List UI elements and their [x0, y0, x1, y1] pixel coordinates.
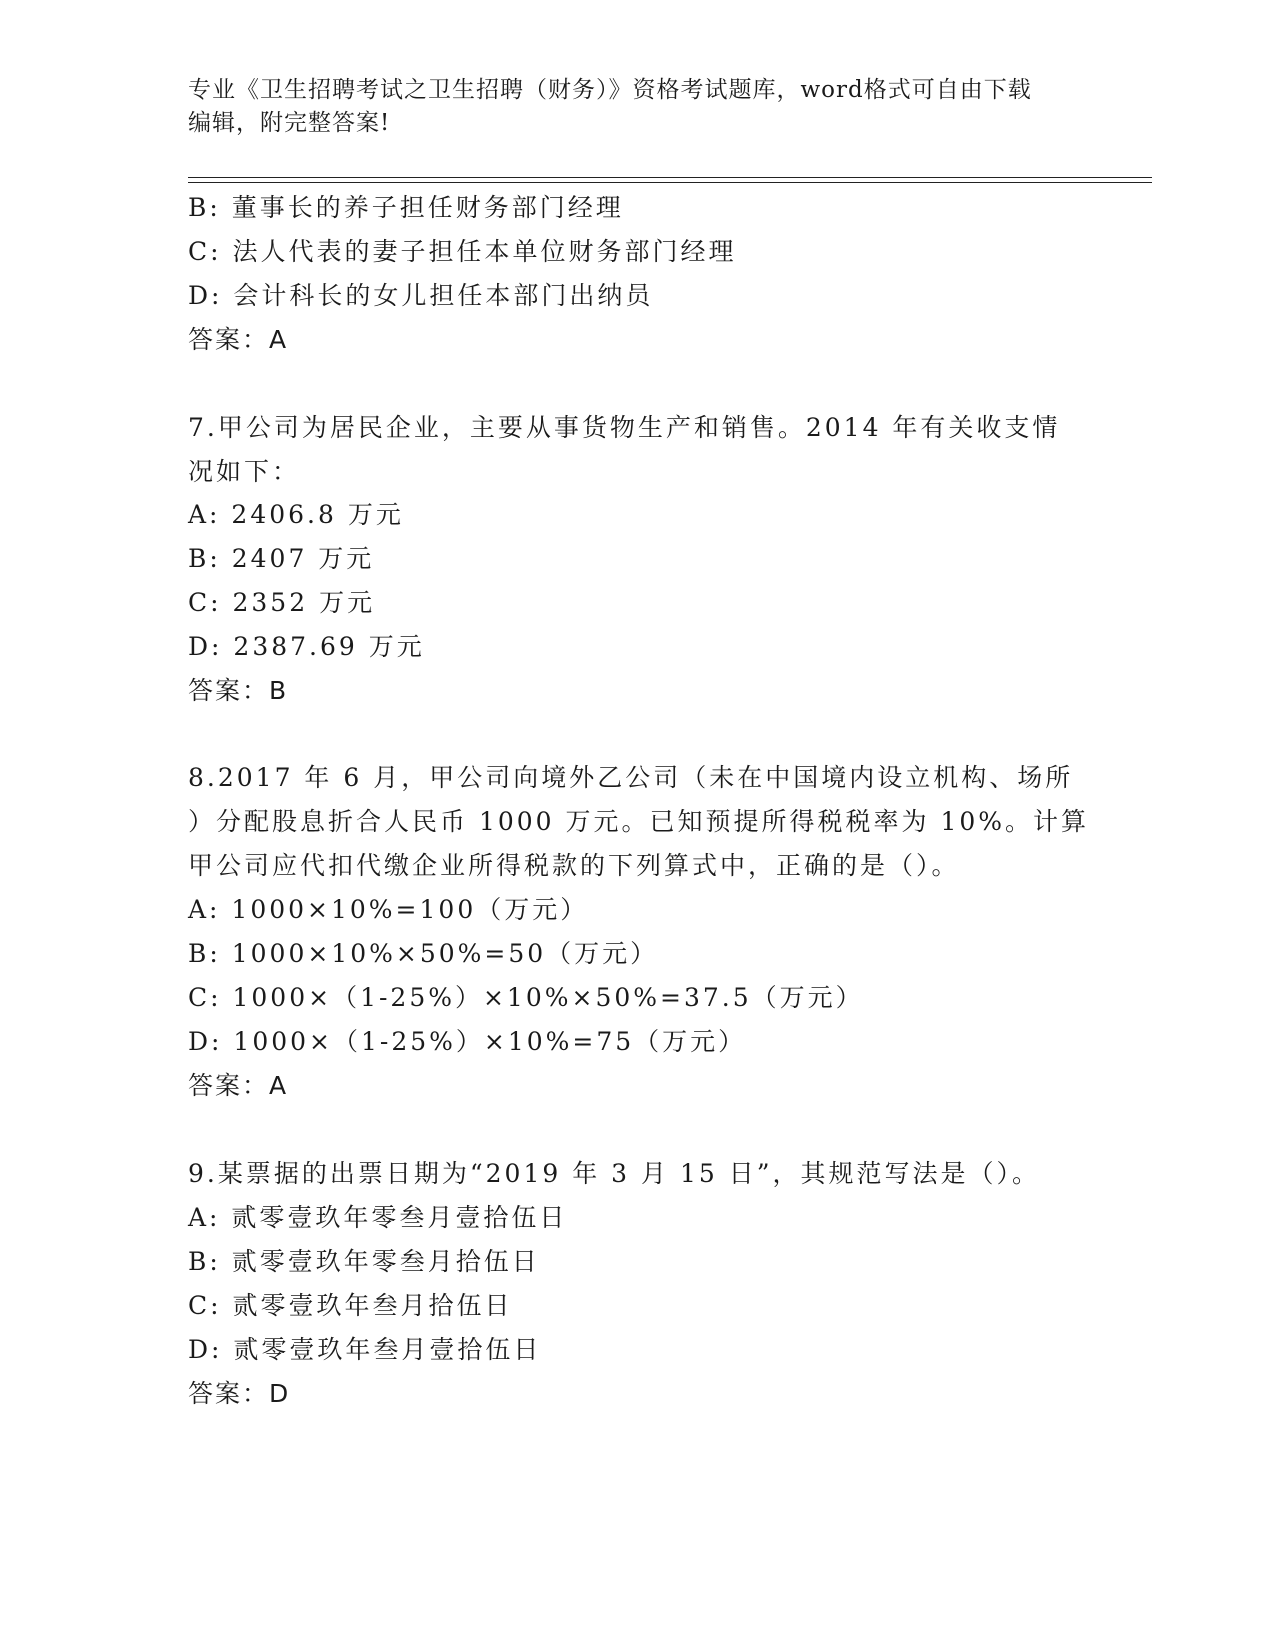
q9-option-d: D: 贰零壹玖年叁月壹拾伍日: [188, 1335, 542, 1364]
q9-stem-line-1: 9.某票据的出票日期为“2019 年 3 月 15 日”，其规范写法是（）。: [188, 1159, 1040, 1188]
q7-option-b: B: 2407 万元: [188, 544, 375, 573]
q7-option-c: C: 2352 万元: [188, 588, 376, 617]
q9-option-a: A: 贰零壹玖年零叁月壹拾伍日: [188, 1203, 568, 1232]
document-header: [188, 74, 1068, 140]
q8-stem-line-2: ）分配股息折合人民币 1000 万元。已知预提所得税税率为 10%。计算: [188, 807, 1090, 836]
q6-answer: 答案：A: [188, 325, 289, 354]
q8-stem-line-1: 8.2017 年 6 月，甲公司向境外乙公司（未在中国境内设立机构、场所: [188, 763, 1074, 792]
q6-option-c: C: 法人代表的妻子担任本单位财务部门经理: [188, 237, 737, 266]
q7-answer: 答案：B: [188, 676, 289, 705]
q8-option-b: B: 1000×10%×50%=50（万元）: [188, 939, 659, 968]
q7-option-a: A: 2406.8 万元: [188, 500, 404, 529]
q7-stem-line-1: 7.甲公司为居民企业，主要从事货物生产和销售。2014 年有关收支情: [188, 413, 1061, 442]
q7-option-d: D: 2387.69 万元: [188, 632, 425, 661]
header-line-2: 编辑，附完整答案!: [188, 110, 391, 136]
q9-answer: 答案：D: [188, 1379, 291, 1408]
q7-stem-line-2: 况如下：: [188, 457, 301, 486]
header-line-1: 专业《卫生招聘考试之卫生招聘（财务）》资格考试题库，word格式可自由下载: [188, 77, 1032, 103]
q9-option-c: C: 贰零壹玖年叁月拾伍日: [188, 1291, 513, 1320]
q6-option-b: B: 董事长的养子担任财务部门经理: [188, 193, 624, 222]
header-divider-bottom: [188, 182, 1152, 183]
header-divider-top: [188, 177, 1152, 178]
q9-option-b: B: 贰零壹玖年零叁月拾伍日: [188, 1247, 540, 1276]
q6-option-d: D: 会计科长的女儿担任本部门出纳员: [188, 281, 654, 310]
q8-option-a: A: 1000×10%=100（万元）: [188, 895, 589, 924]
q8-stem-line-3: 甲公司应代扣代缴企业所得税款的下列算式中，正确的是（）。: [188, 851, 960, 880]
q8-option-d: D: 1000×（1-25%）×10%=75（万元）: [188, 1027, 747, 1056]
q8-answer: 答案：A: [188, 1071, 289, 1100]
q8-option-c: C: 1000×（1-25%）×10%×50%=37.5（万元）: [188, 983, 864, 1012]
